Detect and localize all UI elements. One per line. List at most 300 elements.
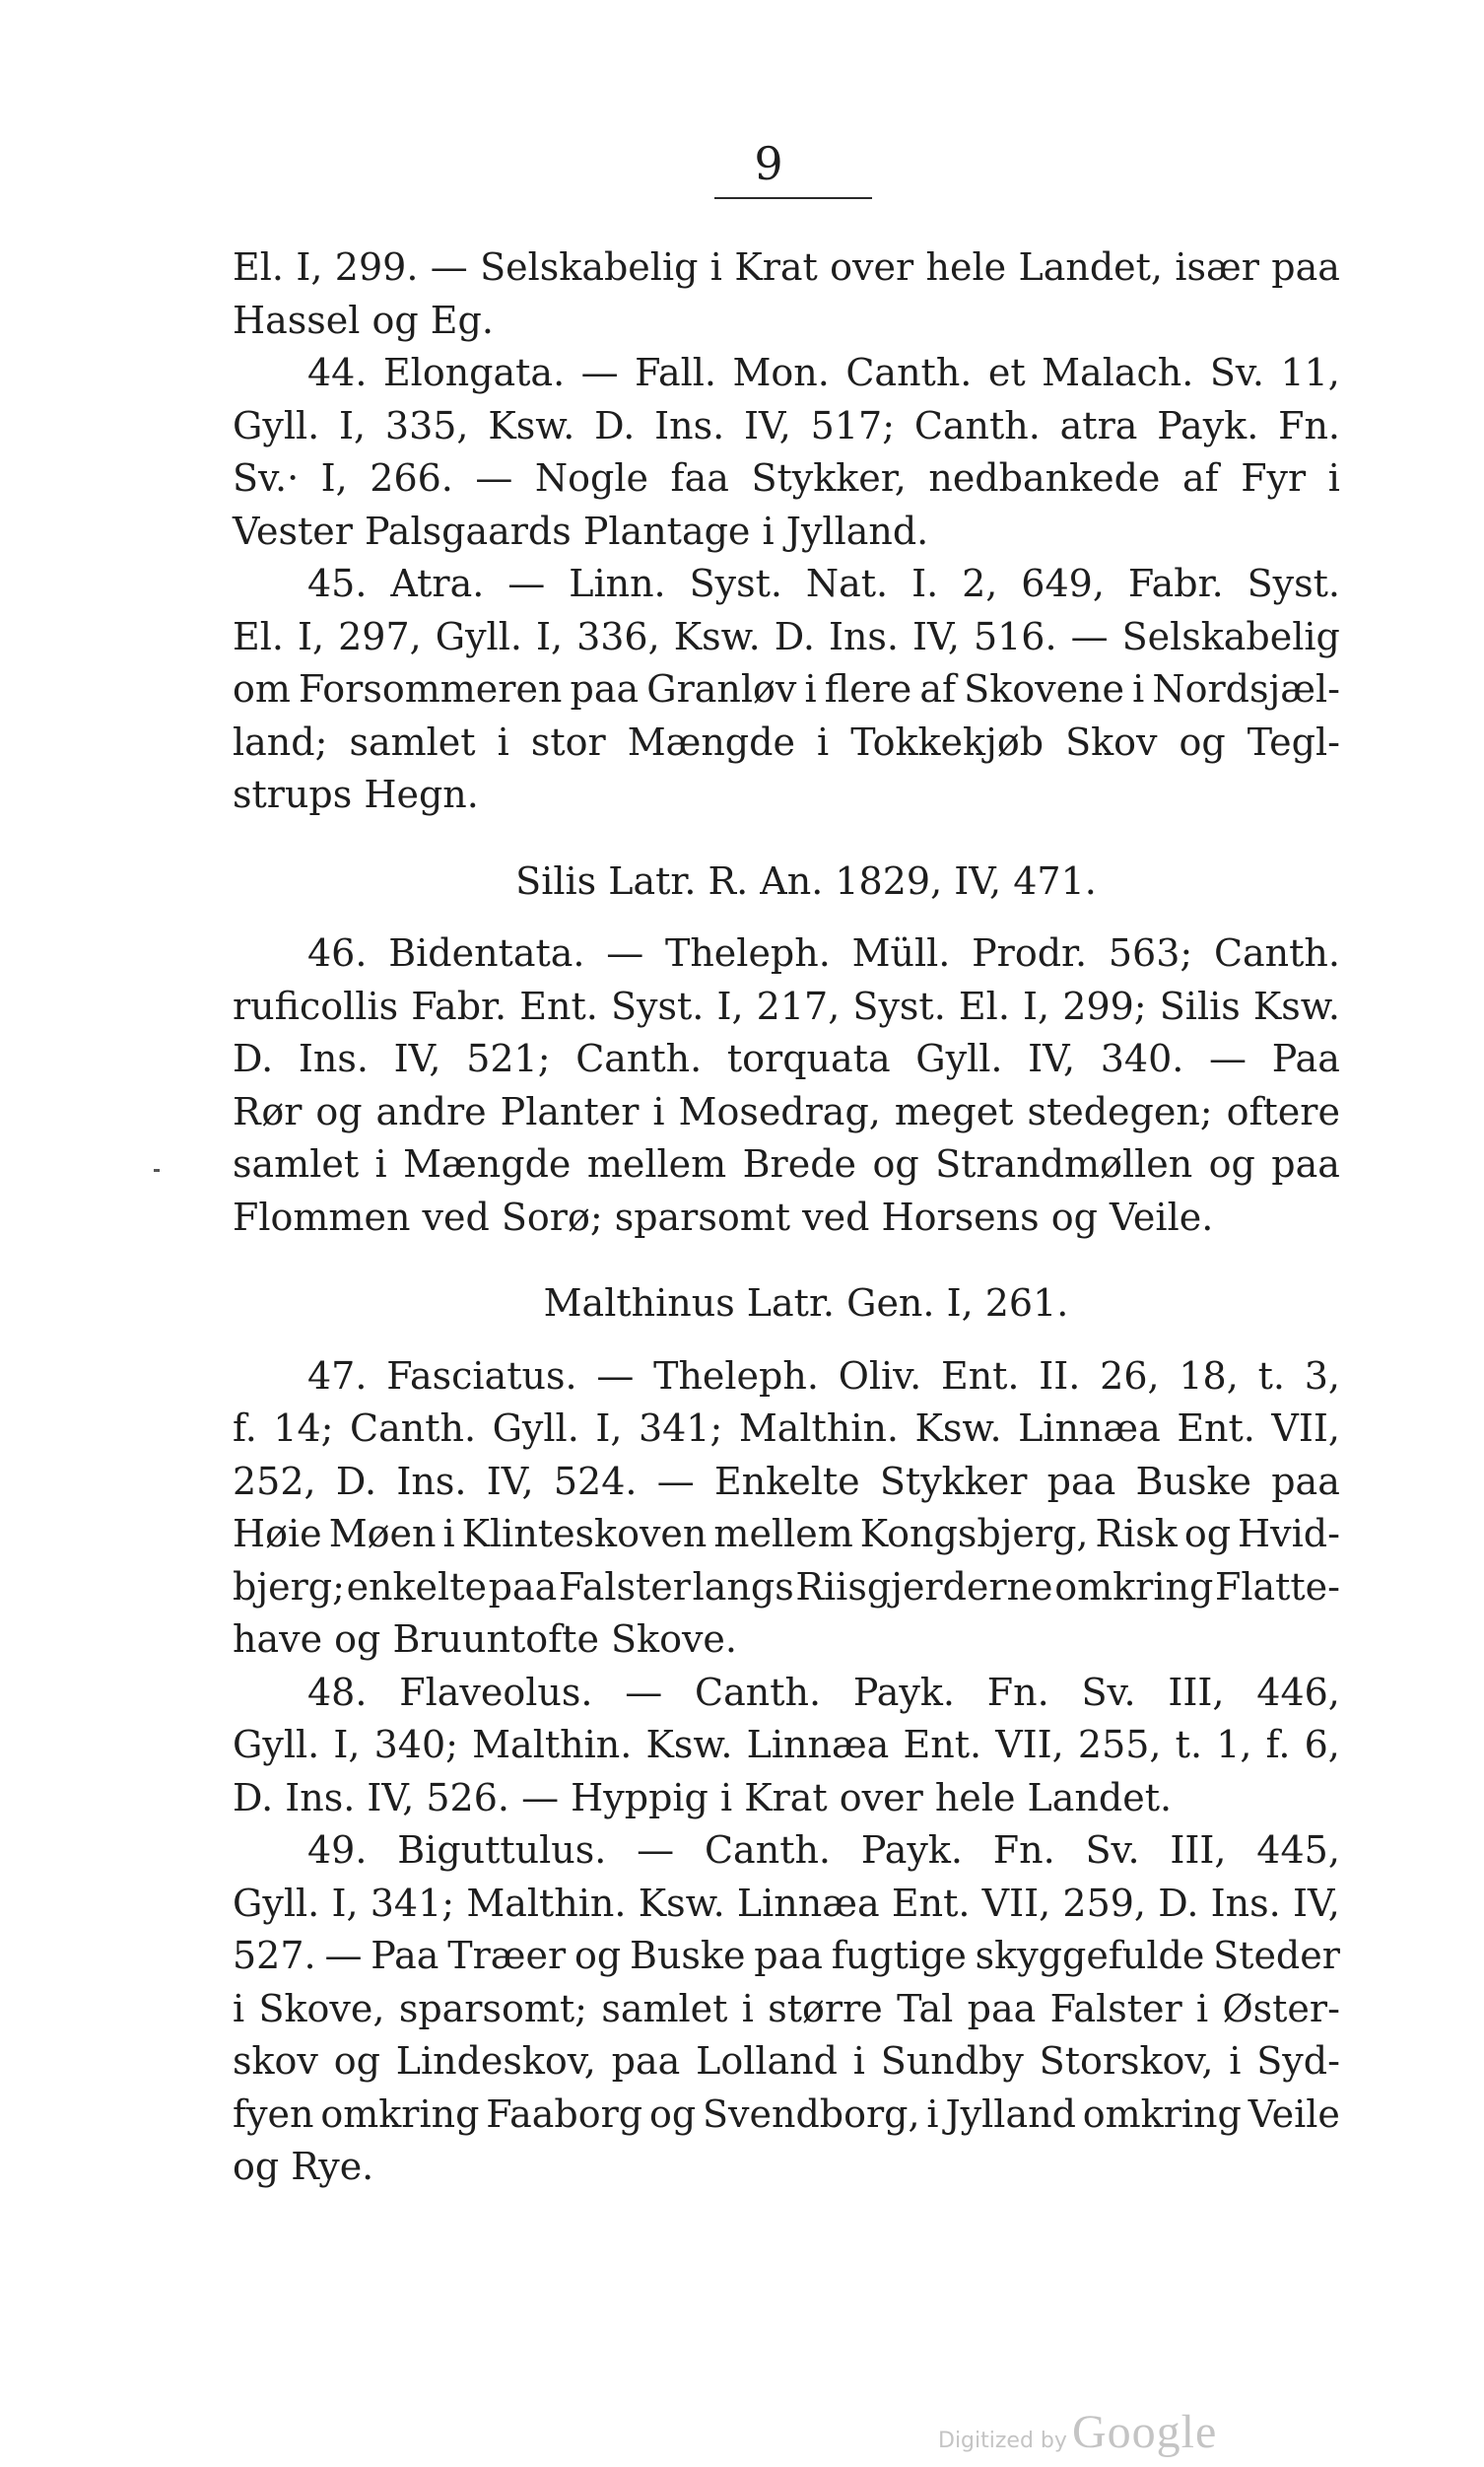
word: Lindeskov, [395,2039,596,2083]
line-text: Hassel og Eg. [233,298,494,342]
word: Ksw. [638,1881,725,1925]
word: 14; [273,1406,334,1450]
word: IV, [1292,1881,1340,1925]
word: — [507,562,546,605]
line-text: have og Bruuntofte Skove. [233,1617,737,1661]
word: i [374,1142,387,1186]
word: Fyr [1241,456,1307,500]
word: Ksw. [645,1723,733,1766]
text-line [233,2035,1340,2089]
word: Træer [447,1934,567,1977]
word: 336, [576,614,660,658]
digitized-by-google-watermark [938,2405,1217,2459]
word: Riisgjerderne [795,1564,1053,1609]
text-line [233,1138,1340,1192]
word: omkring [1082,2091,1242,2136]
word: faa [670,456,729,500]
word: Atra. [390,562,485,605]
paragraph-first-line [233,1824,1340,1878]
word: Malthin. [472,1723,633,1766]
word: — [475,456,513,500]
word: Ent. [940,1353,1020,1398]
word: Canth. [913,403,1041,447]
word: 6, [1304,1723,1340,1766]
line-text: Vester Palsgaards Plantage i Jylland. [233,509,929,553]
text-line [233,1930,1340,1983]
word: samlet [233,1142,360,1186]
word: VII, [995,1723,1064,1766]
genus-heading: Malthinus Latr. Gen. I, 261. [543,1281,1069,1325]
word: Sundby [880,2039,1024,2083]
word: et [987,351,1026,394]
word: Buske [1135,1459,1251,1503]
word: paa [611,2039,681,2083]
word: Sv. [1081,1670,1136,1714]
word: 341; [370,1881,455,1925]
word: paa [1046,1459,1116,1503]
word: i [497,720,509,764]
word: 44. [307,351,368,394]
word: 563; [1108,931,1193,975]
word: 26, [1100,1353,1160,1398]
word: Landet, [1018,245,1164,289]
text-line [233,1561,1340,1614]
word: atra [1059,403,1138,447]
word: om [233,667,291,711]
word: El. [233,614,284,658]
word: IV, [743,403,791,447]
word: enkelte [346,1564,487,1609]
word: større [768,1986,883,2030]
word: Syd- [1256,2039,1340,2083]
word: 299. [334,245,419,289]
line-text: Flommen ved Sorø; sparsomt ved Horsens og Veile. [233,1195,1214,1239]
word: Buske [630,1934,746,1977]
word: Veile [1248,2091,1340,2136]
word: Bidentata. [388,931,585,975]
word: Syst. [610,984,705,1028]
word: IV, [912,614,960,658]
word: Hvid- [1238,1512,1340,1555]
word: Syst. [852,984,946,1028]
word: Gyll. [233,1881,320,1925]
word: og [315,1089,363,1133]
word: Ksw. [1252,984,1340,1028]
word: Paa [1271,1037,1340,1080]
word: Oliv. [838,1353,922,1398]
word: Canth. [704,1828,832,1872]
word: Ent. [903,1723,982,1766]
word: torquata [726,1037,891,1080]
word: Flaveolus. [399,1670,593,1714]
word: Linnæa [746,1723,890,1766]
word: — [656,1459,695,1503]
paragraph-first-line [233,241,1340,295]
word: Skove, [258,1986,385,2030]
word: Rør [233,1089,303,1133]
paragraph-first-line [233,927,1340,981]
word: Gyll. [435,614,522,658]
word: 255, [1077,1723,1162,1766]
word: 48. [307,1670,368,1714]
word: Ent. [891,1881,971,1925]
word: 341; [638,1406,723,1450]
word: — [596,1353,635,1398]
word: I, [716,984,744,1028]
word: Selskabelig [1121,614,1340,658]
word: Ins. [396,1459,467,1503]
word: I. [911,562,939,605]
word: paa [754,1934,823,1977]
word: Strandmøllen [935,1142,1193,1186]
word: I, [595,1406,623,1450]
word: t. [1175,1723,1203,1766]
word: og [648,2091,697,2136]
word: Tal [897,1986,954,2030]
word: Granløv [646,667,797,711]
word: Mon. [732,351,830,394]
text-line [233,769,1340,822]
word: Ent. [519,984,598,1028]
word: mellem [586,1142,727,1186]
word: Nat. [805,562,889,605]
word: Linnæa [736,1881,880,1925]
text-line [233,611,1340,664]
word: og [573,1934,622,1977]
google-logo: Google [1072,2406,1218,2458]
word: Svendborg, [703,2091,920,2136]
text-column [233,241,1340,2194]
word: stor [530,720,606,764]
word: paa [967,1986,1037,2030]
word: t. [1257,1353,1285,1398]
text-line [233,1878,1340,1931]
word: Gyll. [915,1037,1003,1080]
word: Theleph. [664,931,831,975]
word: IV, [1028,1037,1076,1080]
text-line [233,1613,1340,1667]
word: i [926,2091,939,2136]
word: 527. [233,1934,316,1977]
word: Ins. [1210,1881,1281,1925]
word: El. [233,245,284,289]
word: III, [1168,1670,1225,1714]
word: Ins. [298,1037,369,1080]
word: Fabr. [411,984,507,1028]
text-line [233,1719,1340,1772]
word: Linnæa [1018,1406,1161,1450]
word: Mosedrag, [678,1089,881,1133]
text-line [233,452,1340,506]
page-number: 9 [754,137,783,190]
word: paa [1271,245,1340,289]
word: hele [925,245,1007,289]
word: Müll. [851,931,951,975]
word: Canth. [575,1037,703,1080]
word: af [919,667,957,711]
word: El. [958,984,1010,1028]
text-line [233,506,1340,559]
text-line [233,981,1340,1034]
word: 524. [553,1459,638,1503]
word: 521; [466,1037,551,1080]
word: Ins. [828,614,900,658]
word: Payk. [1157,403,1259,447]
word: I, [1023,984,1050,1028]
line-text: strups Hegn. [233,773,479,816]
paragraph-first-line [233,1350,1340,1404]
word: Fn. [986,1670,1049,1714]
word: Gyll. [233,403,320,447]
word: Mængde [403,1142,572,1186]
word: Fn. [992,1828,1055,1872]
word: D. [335,1459,377,1503]
word: ruficollis [233,984,399,1028]
text-line [233,1983,1340,2036]
word: i [741,1986,754,2030]
word: meget [894,1089,1014,1133]
word: III, [1170,1828,1227,1872]
word: 49. [307,1828,368,1872]
word: Kongsbjerg, [859,1512,1089,1555]
text-line [233,1403,1340,1456]
word: omkring [1054,1564,1214,1609]
line-text: og Rye. [233,2145,374,2188]
text-line [233,400,1340,453]
word: 340; [373,1723,458,1766]
word: i [442,1512,455,1555]
word: Ksw. [488,403,575,447]
word: I, [298,614,325,658]
word: I, [331,1881,359,1925]
word: i [852,2039,865,2083]
word: Silis [1159,984,1241,1028]
word: I, [296,245,323,289]
word: Klinteskoven [461,1512,708,1555]
word: Linn. [569,562,666,605]
word: land; [233,720,328,764]
word: 252, [233,1459,316,1503]
word: andre [375,1089,487,1133]
word: D. [1158,1881,1199,1925]
text-line [233,1772,1340,1825]
word: Jylland [945,2091,1076,2136]
word: 45. [307,562,368,605]
word: 446, [1256,1670,1340,1714]
word: 299; [1062,984,1147,1028]
word: Enkelte [713,1459,860,1503]
text-line [233,1033,1340,1086]
word: i [652,1089,665,1133]
watermark-prefix: Digitized by [938,2429,1067,2453]
word: paa [570,667,640,711]
word: Stykker, [751,456,907,500]
word: Skov [1065,720,1158,764]
word: 517; [810,403,896,447]
word: 340. [1100,1037,1184,1080]
word: — [580,351,619,394]
word: D. [774,614,815,658]
word: Sv. [1209,351,1264,394]
word: nedbankede [928,456,1161,500]
word: Ins. [654,403,725,447]
word: samlet [601,1986,728,2030]
word: 217, [756,984,841,1028]
word: Møen [328,1512,437,1555]
word: Risk [1095,1512,1178,1555]
word: Fasciatus. [386,1353,577,1398]
word: 11, [1280,351,1340,394]
word: paa [1271,1142,1340,1186]
word: oftere [1226,1089,1340,1133]
word: — [637,1828,675,1872]
word: Prodr. [972,931,1088,975]
word: Falster [1049,1986,1182,2030]
word: i [804,667,817,711]
word: og [872,1142,919,1186]
word: Canth. [845,351,973,394]
word: IV, [486,1459,534,1503]
word: — [1070,614,1109,658]
word: i [233,1986,245,2030]
word: 18, [1179,1353,1239,1398]
word: f. [1265,1723,1291,1766]
paragraph-first-line [233,347,1340,400]
word: Faaborg [486,2091,643,2136]
word: Skovene [964,667,1125,711]
word: mellem [713,1512,853,1555]
word: Fn. [1278,403,1340,447]
word: — [324,1934,363,1977]
word: Malach. [1042,351,1194,394]
line-text: D. Ins. IV, 526. — Hyppig i Krat over hele Landet. [233,1775,1173,1819]
word: I, [320,456,348,500]
word: Selskabelig [480,245,699,289]
word: og [1179,720,1226,764]
text-line [233,717,1340,770]
text-line [233,295,1340,348]
word: Elongata. [382,351,566,394]
word: Fall. [635,351,716,394]
word: Falster [558,1564,691,1609]
word: Canth. [1213,931,1340,975]
text-line [233,2089,1340,2142]
word: Theleph. [653,1353,819,1398]
word: samlet [349,720,476,764]
word: 335, [384,403,469,447]
word: Nordsjæl- [1152,667,1340,711]
word: II. [1039,1353,1081,1398]
word: 1, [1216,1723,1252,1766]
word: Steder [1213,1934,1340,1977]
word: Lolland [696,2039,838,2083]
word: i [709,245,722,289]
word: Sv.· [233,456,300,500]
word: Tegl- [1247,720,1340,764]
word: 297, [338,614,422,658]
word: Canth. [695,1670,822,1714]
word: Øster- [1222,1986,1340,2030]
word: — [430,245,468,289]
word: Fabr. [1127,562,1224,605]
word: Tokkekjøb [850,720,1045,764]
word: bjerg; [233,1564,345,1609]
word: skov [233,2039,318,2083]
text-line [233,1508,1340,1561]
word: 649, [1021,562,1105,605]
word: Mængde [627,720,795,764]
word: — [606,931,644,975]
word: Storskov, [1039,2039,1214,2083]
word: og [1183,1512,1232,1555]
word: — [1209,1037,1248,1080]
text-line [233,2141,1340,2194]
word: fyen [233,2091,314,2136]
word: f. [233,1406,257,1450]
word: og [1208,1142,1255,1186]
word: Ent. [1177,1406,1255,1450]
word: i [1132,667,1145,711]
word: Stykker [879,1459,1028,1503]
paragraph-first-line [233,558,1340,611]
word: 266. [370,456,453,500]
word: Sv. [1085,1828,1140,1872]
word: Gyll. [233,1723,320,1766]
paragraph-first-line [233,1667,1340,1720]
word: i [817,720,830,764]
text-line [233,1086,1340,1139]
word: Ksw. [914,1406,1002,1450]
word: Forsommeren [299,667,563,711]
word: 3, [1304,1353,1340,1398]
word: VII, [1271,1406,1340,1450]
margin-speck [154,1169,160,1172]
word: 2, [962,562,998,605]
word: paa [1271,1459,1340,1503]
word: 445, [1256,1828,1340,1872]
word: Syst. [689,562,782,605]
word: Krat [734,245,818,289]
word: D. [233,1037,274,1080]
word: Flatte- [1214,1564,1340,1609]
word: Canth. [350,1406,477,1450]
word: sparsomt; [398,1986,587,2030]
word: fugtige [831,1934,967,1977]
page-number-rule [714,197,872,199]
word: i [1229,2039,1242,2083]
word: I, [339,403,367,447]
word: VII, [981,1881,1051,1925]
word: især [1175,245,1259,289]
word: paa [488,1564,558,1609]
word: skyggefulde [975,1934,1205,1977]
word: Biguttulus. [397,1828,607,1872]
text-line [233,1456,1340,1509]
word: langs [692,1564,794,1609]
word: Nogle [534,456,649,500]
word: — [625,1670,663,1714]
word: I, [333,1723,361,1766]
genus-heading: Silis Latr. R. An. 1829, IV, 471. [515,858,1097,903]
word: Ksw. [673,614,761,658]
word: Malthin. [466,1881,627,1925]
word: Payk. [852,1670,955,1714]
word: Planter [500,1089,640,1133]
word: Høie [233,1512,322,1555]
word: Payk. [860,1828,963,1872]
word: 259, [1062,1881,1147,1925]
word: 47. [307,1353,368,1398]
